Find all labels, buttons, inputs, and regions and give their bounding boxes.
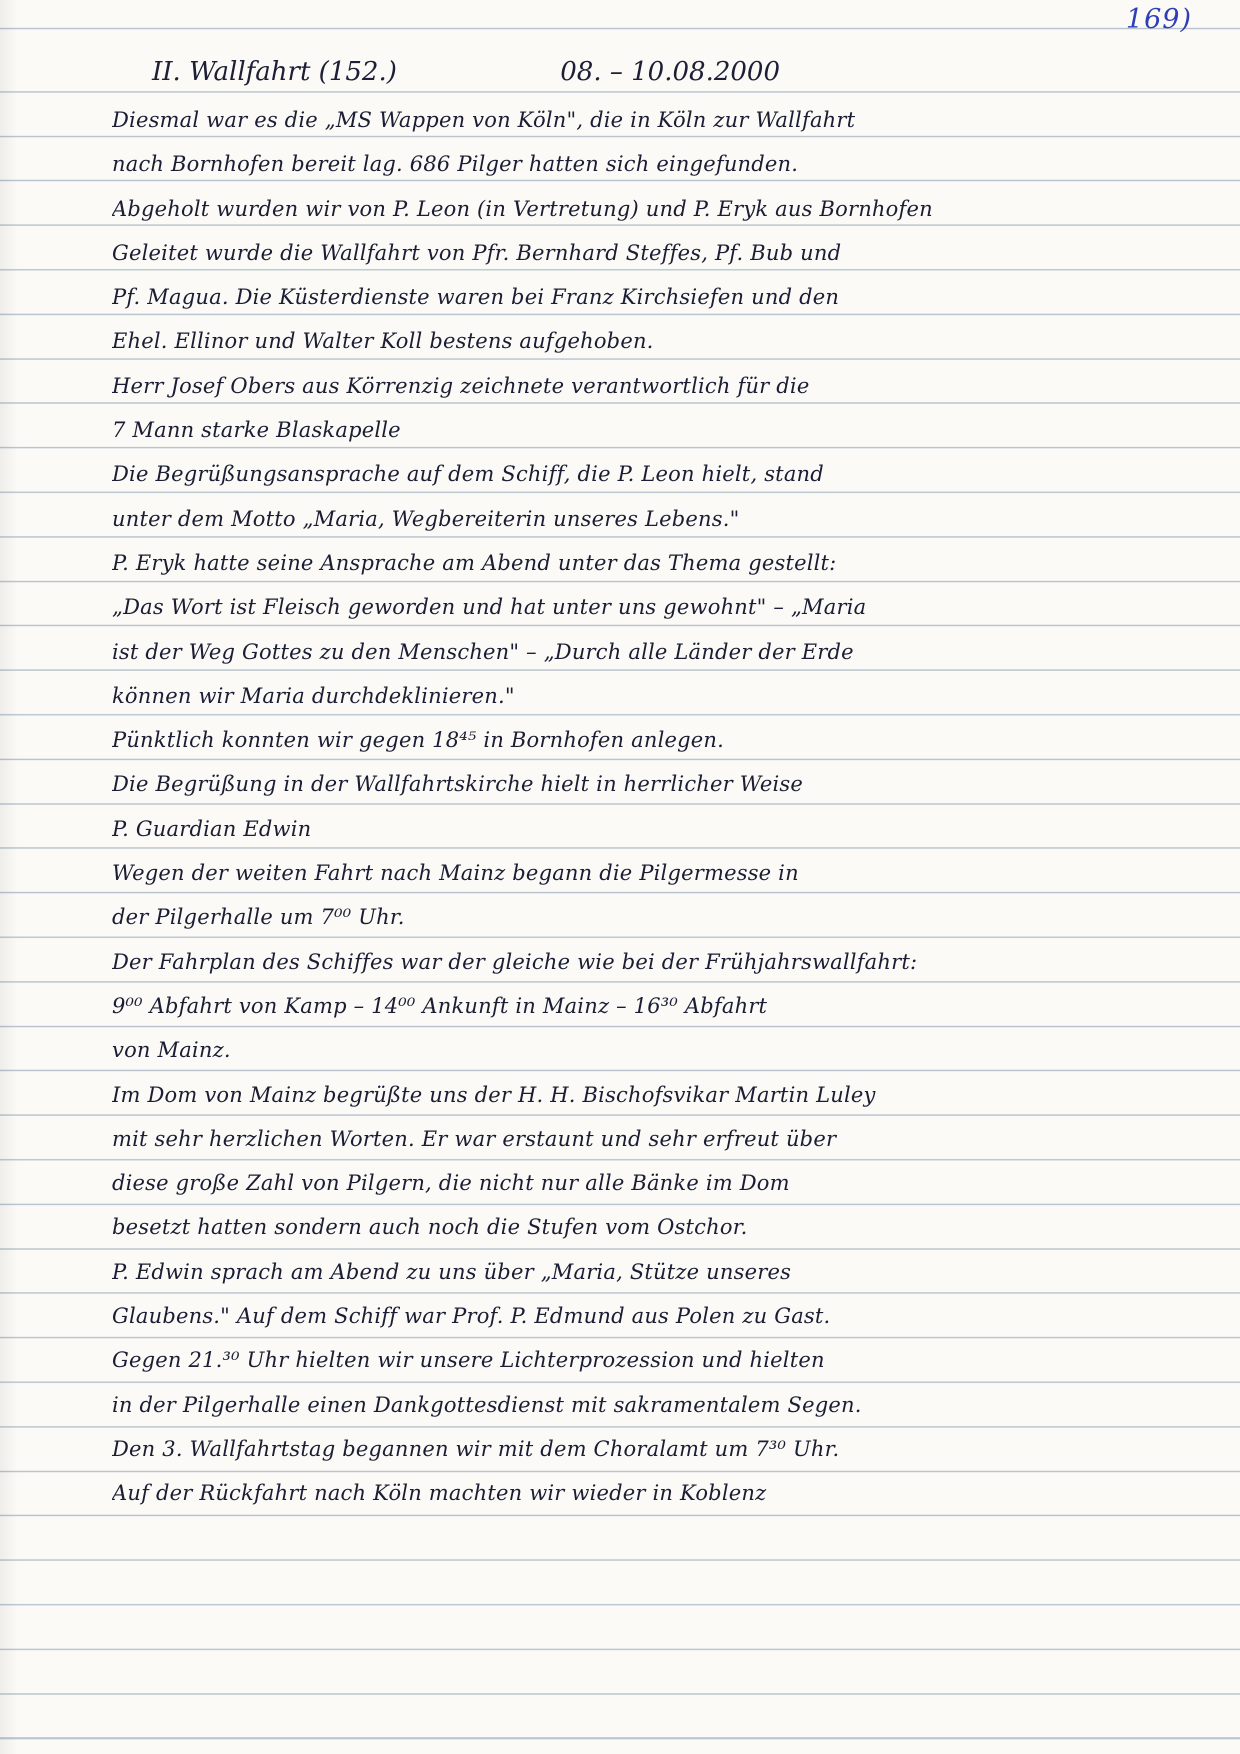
text-line: diese große Zahl von Pilgern, die nicht nur alle Bänke im Dom — [112, 1171, 790, 1196]
text-line: ist der Weg Gottes zu den Menschen" – „Durch alle Länder der Erde — [112, 639, 854, 664]
text-line: P. Eryk hatte seine Ansprache am Abend unter das Thema gestellt: — [112, 550, 837, 575]
entry-date: 08. – 10.08.2000 — [560, 57, 781, 87]
entry-heading — [152, 50, 1052, 94]
text-line: mit sehr herzlichen Worten. Er war erstaunt und sehr erfreut über — [112, 1126, 837, 1151]
handwritten-text-body — [112, 98, 1212, 1516]
text-line: Pünktlich konnten wir gegen 18⁴⁵ in Bornhofen anlegen. — [112, 728, 724, 753]
text-line: der Pilgerhalle um 7⁰⁰ Uhr. — [112, 905, 405, 930]
text-line: von Mainz. — [112, 1038, 231, 1063]
text-line: nach Bornhofen bereit lag. 686 Pilger hatten sich eingefunden. — [112, 152, 799, 177]
text-line: P. Edwin sprach am Abend zu uns über „Maria, Stütze unseres — [112, 1259, 792, 1284]
text-line: „Das Wort ist Fleisch geworden und hat unter uns gewohnt" – „Maria — [112, 595, 867, 620]
text-line: Herr Josef Obers aus Körrenzig zeichnete verantwortlich für die — [112, 373, 810, 398]
text-line: Im Dom von Mainz begrüßte uns der H. H. Bischofsvikar Martin Luley — [112, 1082, 876, 1107]
text-line: Ehel. Ellinor und Walter Koll bestens aufgehoben. — [112, 329, 654, 354]
text-line: besetzt hatten sondern auch noch die Stufen vom Ostchor. — [112, 1215, 748, 1240]
text-line: Geleitet wurde die Wallfahrt von Pfr. Bernhard Steffes, Pf. Bub und — [112, 240, 842, 265]
text-line: Glaubens." Auf dem Schiff war Prof. P. Edmund aus Polen zu Gast. — [112, 1304, 831, 1329]
text-line: 7 Mann starke Blaskapelle — [112, 418, 401, 443]
text-line: Die Begrüßungsansprache auf dem Schiff, die P. Leon hielt, stand — [112, 462, 824, 487]
entry-title: II. Wallfahrt (152.) — [152, 57, 397, 87]
text-line: Die Begrüßung in der Wallfahrtskirche hielt in herrlicher Weise — [112, 772, 803, 797]
text-line: Auf der Rückfahrt nach Köln machten wir wieder in Koblenz — [112, 1481, 767, 1506]
text-line: Pf. Magua. Die Küsterdienste waren bei Franz Kirchsiefen und den — [112, 285, 840, 310]
text-line: Der Fahrplan des Schiffes war der gleiche wie bei der Frühjahrswallfahrt: — [112, 949, 918, 974]
text-line: Diesmal war es die „MS Wappen von Köln", die in Köln zur Wallfahrt — [112, 108, 856, 132]
text-line: in der Pilgerhalle einen Dankgottesdienst mit sakramentalem Segen. — [112, 1392, 862, 1417]
text-line: 9⁰⁰ Abfahrt von Kamp – 14⁰⁰ Ankunft in Mainz – 16³⁰ Abfahrt — [112, 993, 768, 1018]
text-line: Wegen der weiten Fahrt nach Mainz begann die Pilgermesse in — [112, 861, 799, 886]
text-line: Abgeholt wurden wir von P. Leon (in Vertretung) und P. Eryk aus Bornhofen — [112, 196, 933, 221]
page-number: 169) — [1125, 4, 1192, 35]
text-line: Gegen 21.³⁰ Uhr hielten wir unsere Lichterprozession und hielten — [112, 1348, 825, 1373]
text-line: P. Guardian Edwin — [112, 816, 312, 841]
text-line: unter dem Motto „Maria, Wegbereiterin unseres Lebens." — [112, 506, 740, 531]
text-line: können wir Maria durchdeklinieren." — [112, 683, 515, 708]
text-line: Den 3. Wallfahrtstag begannen wir mit dem Choralamt um 7³⁰ Uhr. — [112, 1436, 840, 1461]
